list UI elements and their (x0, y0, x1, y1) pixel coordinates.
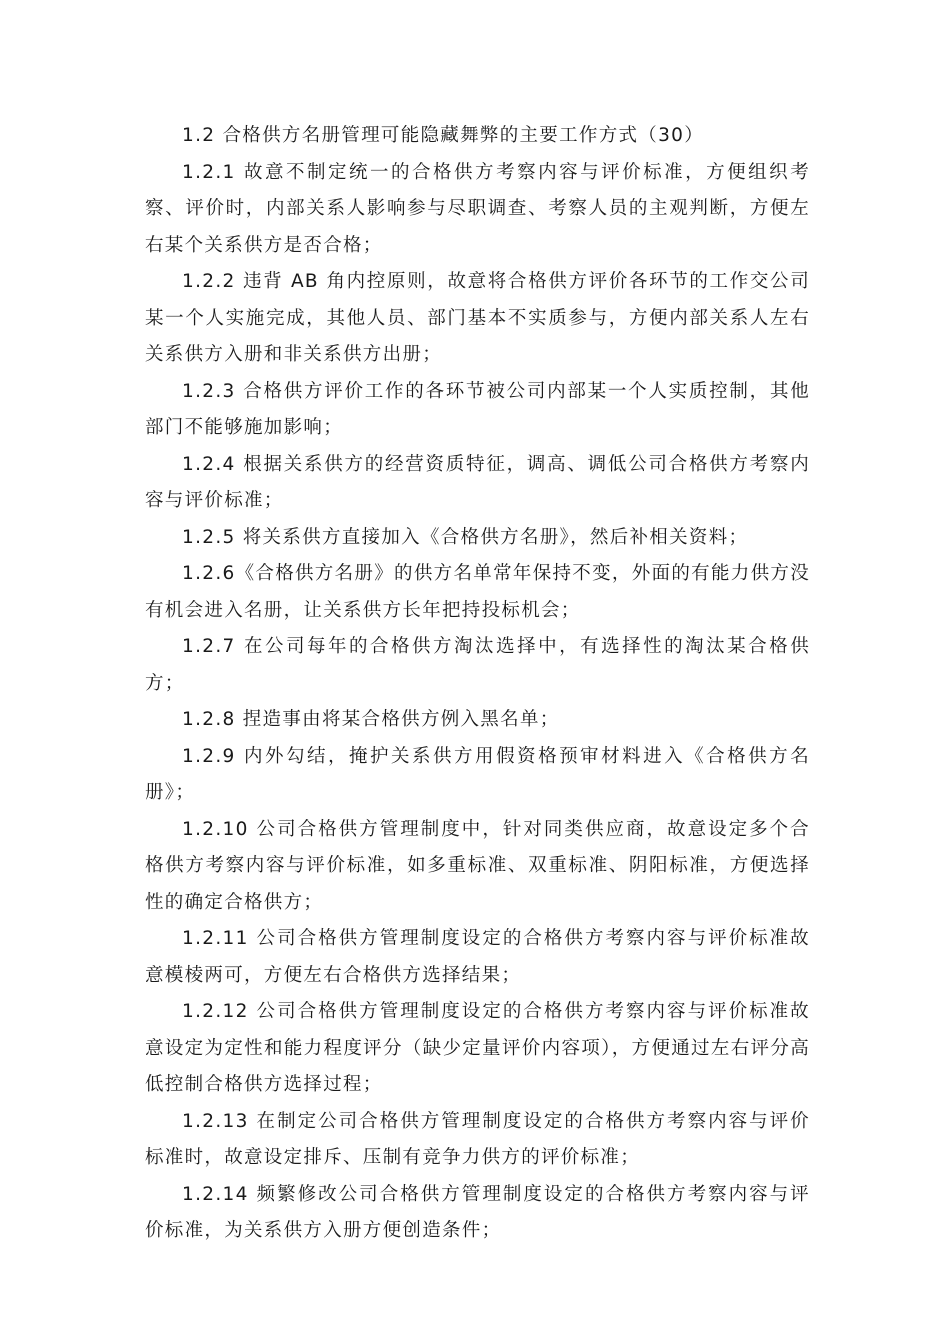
paragraph-1-2-7: 1.2.7 在公司每年的合格供方淘汰选择中，有选择性的淘汰某合格供方； (145, 636, 810, 694)
paragraph-1-2-10: 1.2.10 公司合格供方管理制度中，针对同类供应商，故意设定多个合格供方考察内容与评价标准，如多重标准、双重标准、阴阳标准，方便选择性的确定合格供方； (145, 818, 810, 913)
paragraph-1-2-6: 1.2.6《合格供方名册》的供方名单常年保持不变，外面的有能力供方没有机会进入名册，让关系供方长年把持投标机会； (145, 563, 810, 621)
paragraph-1-2-5: 1.2.5 将关系供方直接加入《合格供方名册》，然后补相关资料； (182, 526, 749, 548)
document-body (145, 118, 810, 1250)
paragraph-1-2-3: 1.2.3 合格供方评价工作的各环节被公司内部某一个人实质控制，其他部门不能够施加影响； (145, 380, 810, 438)
section-heading: 1.2 合格供方名册管理可能隐藏舞弊的主要工作方式（30） (182, 125, 705, 146)
paragraph-1-2-13: 1.2.13 在制定公司合格供方管理制度设定的合格供方考察内容与评价标准时，故意设定排斥、压制有竞争力供方的评价标准； (145, 1110, 810, 1168)
paragraph-1-2-1: 1.2.1 故意不制定统一的合格供方考察内容与评价标准，方便组织考察、评价时，内部关系人影响参与尽职调查、考察人员的主观判断，方便左右某个关系供方是否合格； (145, 161, 810, 256)
paragraph-1-2-8: 1.2.8 捏造事由将某合格供方例入黑名单； (182, 709, 560, 730)
paragraph-1-2-14: 1.2.14 频繁修改公司合格供方管理制度设定的合格供方考察内容与评价标准，为关系供方入册方便创造条件； (145, 1183, 810, 1241)
paragraph-1-2-11: 1.2.11 公司合格供方管理制度设定的合格供方考察内容与评价标准故意模棱两可，方便左右合格供方选择结果； (145, 928, 810, 986)
paragraph-1-2-9: 1.2.9 内外勾结，掩护关系供方用假资格预审材料进入《合格供方名册》； (145, 745, 810, 803)
paragraph-1-2-2: 1.2.2 违背 AB 角内控原则，故意将合格供方评价各环节的工作交公司某一个人实施完成，其他人员、部门基本不实质参与，方便内部关系人左右关系供方入册和非关系供方出册； (145, 271, 810, 365)
paragraph-1-2-4: 1.2.4 根据关系供方的经营资质特征，调高、调低公司合格供方考察内容与评价标准； (145, 453, 810, 511)
paragraph-1-2-12: 1.2.12 公司合格供方管理制度设定的合格供方考察内容与评价标准故意设定为定性和能力程度评分（缺少定量评价内容项），方便通过左右评分高低控制合格供方选择过程； (145, 1001, 810, 1095)
